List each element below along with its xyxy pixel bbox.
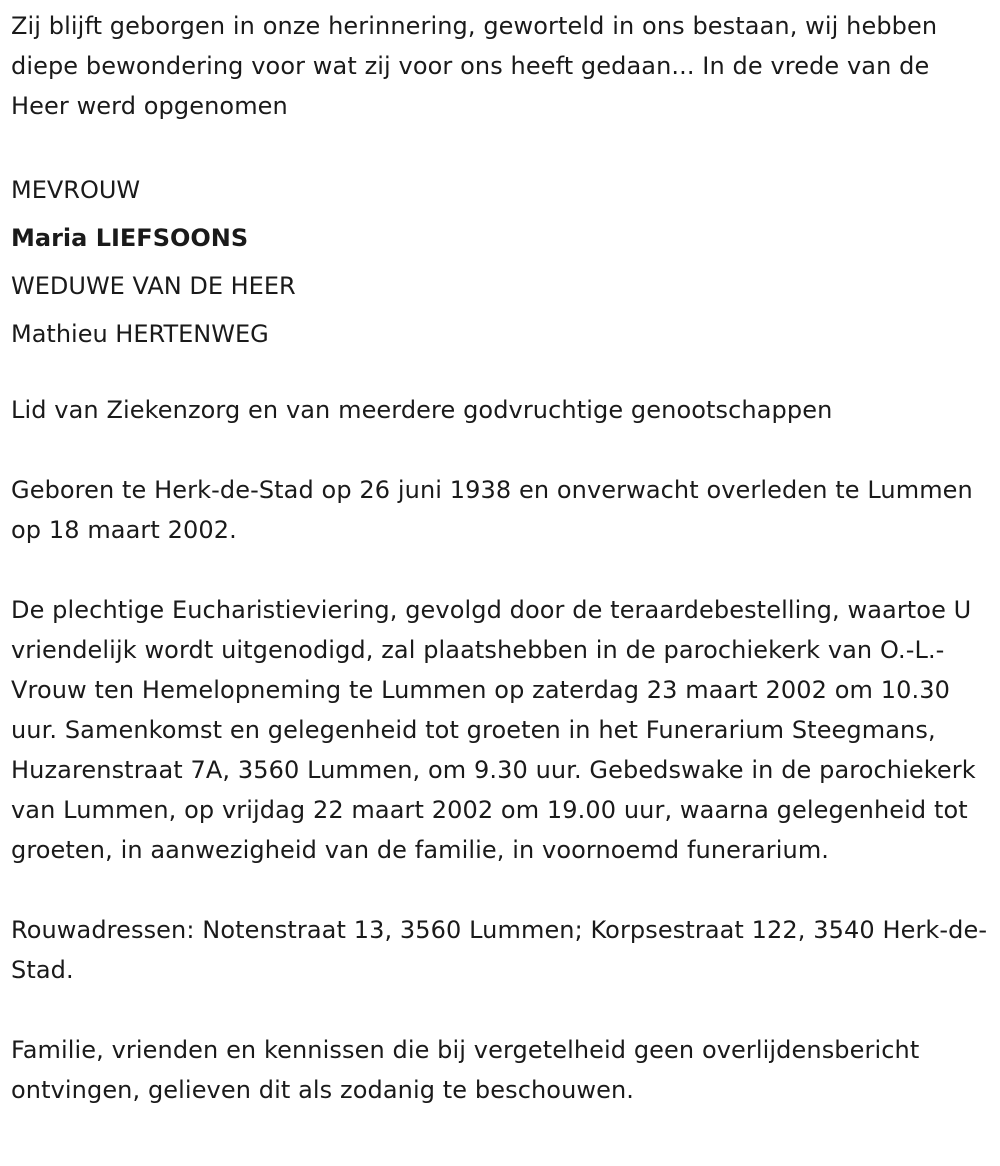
birth-death-text: Geboren te Herk-de-Stad op 26 juni 1938 en onverwacht overleden te Lummen op 18 maart 2002.: [11, 476, 973, 544]
closing-text: Familie, vrienden en kennissen die bij vergetelheid geen overlijdensbericht ontvingen, gelieven dit als zodanig te beschouwen.: [11, 1036, 920, 1104]
ceremony-text: De plechtige Eucharistieviering, gevolgd door de teraardebestelling, waartoe U vriendelijk wordt uitgenodigd, zal plaatshebben in de parochiekerk van O.-L.-Vrouw ten Hemelopneming te Lummen op zaterdag 23 maart 2002 om 10.30 uur. Samenkomst en gelegenheid tot groeten in het Funerarium Steegmans, Huzarenstraat 7A, 3560 Lummen, om 9.30 uur. Gebedswake in de parochiekerk van Lummen, op vrijdag 22 maart 2002 om 19.00 uur, waarna gelegenheid tot groeten, in aanwezigheid van de familie, in voornoemd funerarium.: [11, 596, 976, 864]
addresses-text: Rouwadressen: Notenstraat 13, 3560 Lummen; Korpsestraat 122, 3540 Herk-de-Stad.: [11, 916, 988, 984]
intro-text: Zij blijft geborgen in onze herinnering, geworteld in ons bestaan, wij hebben diepe bewondering voor wat zij voor ons heeft gedaan... In de vrede van de Heer werd opgenomen: [11, 12, 938, 120]
husband-name: Mathieu HERTENWEG: [11, 320, 269, 348]
widow-of-label: WEDUWE VAN DE HEER: [11, 272, 296, 300]
deceased-name: Maria LIEFSOONS: [11, 224, 249, 252]
obituary-notice: [11, 6, 993, 1110]
title-prefix: MEVROUW: [11, 176, 141, 204]
membership-text: Lid van Ziekenzorg en van meerdere godvruchtige genootschappen: [11, 396, 833, 424]
